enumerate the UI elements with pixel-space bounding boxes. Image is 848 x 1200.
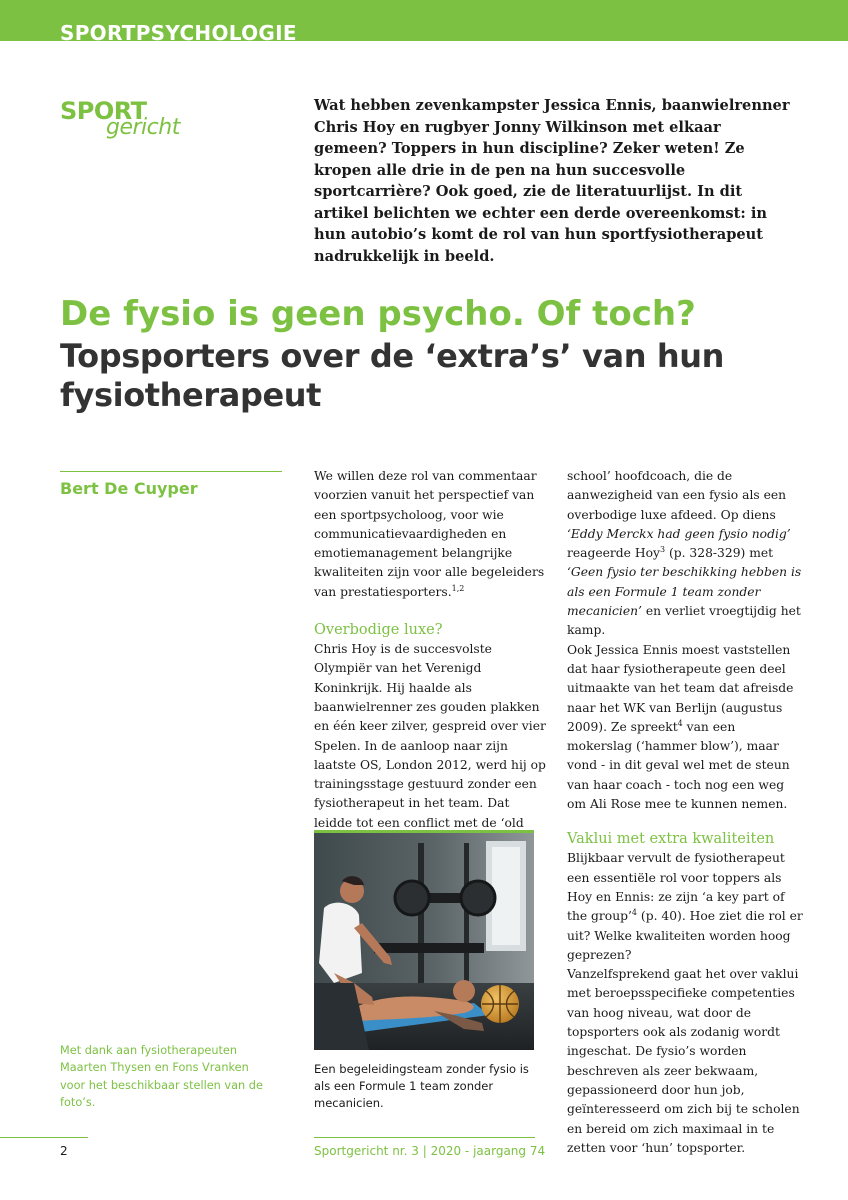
subheading-overbodige-luxe: Overbodige luxe? xyxy=(314,622,443,639)
article-column-right xyxy=(567,467,803,1158)
acknowledgement-note: Met dank aan fysiotherapeuten Maarten Thysen en Fons Vranken voor het beschikbaar stellen van de foto’s. xyxy=(60,1044,263,1109)
page-number: 2 xyxy=(60,1144,68,1158)
footnote-ref: 3 xyxy=(659,545,666,555)
article-author: Bert De Cuyper xyxy=(60,479,198,498)
article-column-middle xyxy=(314,467,546,833)
article-intro: Wat hebben zevenkampster Jessica Ennis, baanwielrenner Chris Hoy en rugbyer Jonny Wilkinson met elkaar gemeen? Toppers in hun discipline? Zeker weten! Ze kropen alle drie in de pen na hun succesvolle sportcarrière? Ook goed, zie de literatuurlijst. In dit artikel belichten we echter een derde overeenkomst: in hun autobio’s komt de rol van hun sportfysiotherapeut nadrukkelijk in beeld. xyxy=(314,97,790,265)
paragraph-intro: We willen deze rol van commentaar voorzien vanuit het perspectief van een sportpsycholoog, voor wie communicatievaardigheden en emotiemanagement belangrijke kwaliteiten zijn voor alle begeleiders van prestatiesporters.$^{1,2}$ xyxy=(314,469,545,599)
section-label: SPORTPSYCHOLOGIE xyxy=(60,21,297,45)
footnote-ref: 1,2 xyxy=(451,583,465,593)
paragraph-vaklui: Vanzelfsprekend gaat het over vaklui met beroepsspecifieke competenties van hoog niveau, wat door de topsporters ook als zodanig wordt ingeschat. De fysio’s worden beschreven als zeer bekwaam, gepassioneerd door hun job, geïnteresseerd om zich bij te scholen en bereid om zich maximaal in te zetten voor ‘hun’ topsporter. xyxy=(567,967,800,1155)
subheading-vaklui: Vaklui met extra kwaliteiten xyxy=(567,831,775,848)
photo-caption: Een begeleidingsteam zonder fysio is als een Formule 1 team zonder mecanicien. xyxy=(314,1062,529,1110)
logo-gericht-text: gericht xyxy=(106,115,180,140)
article-title: De fysio is geen psycho. Of toch? xyxy=(60,294,696,334)
quote-formule-1: ‘Geen fysio ter beschikking hebben is als een Formule 1 team zonder mecanicien’ xyxy=(567,565,802,619)
footnote-ref: 4 xyxy=(631,908,637,918)
quote-eddy-merckx: ‘Eddy Merckx had geen fysio nodig’ xyxy=(567,526,791,541)
footnote-ref: 4 xyxy=(677,718,683,728)
magazine-footer: Sportgericht nr. 3 | 2020 - jaargang 74 xyxy=(314,1144,546,1158)
logo-sport-text: SPORT xyxy=(60,97,147,125)
author-divider xyxy=(60,471,282,472)
paragraph-key-part: Blijkbaar vervult de fysiotherapeut een essentiële rol voor toppers als Hoy en Ennis: ze zijn ‘a key part of the group’$^4$ (p. 40). Hoe ziet die rol er uit? Welke kwaliteiten worden hoog geprezen? xyxy=(567,851,803,962)
paragraph-hoy-coach: school’ hoofdcoach, die de aanwezigheid van een fysio als een overbodige luxe afdeed. Op diens ‘Eddy Merckx had geen fysio nodig’ reageerde Hoy$^3$ (p. 328-329) met ‘Geen fysio ter beschikking hebben is als een Formule 1 team zonder mecanicien’ en verliet vroegtijdig het kamp. xyxy=(567,469,802,638)
paragraph-chris-hoy: Chris Hoy is de succesvolste Olympiër van het Verenigd Koninkrijk. Hij haalde als baanwielrenner zes gouden plakken en één keer zilver, gespreid over vier Spelen. In de aanloop naar zijn laatste OS, London 2012, werd hij op trainingsstage gestuurd zonder een fysiotherapeut in het team. Dat leidde tot een conflict met de ‘old xyxy=(314,642,546,830)
paragraph-jessica-ennis: Ook Jessica Ennis moest vaststellen dat haar fysiotherapeute geen deel uitmaakte van het team dat afreisde naar het WK van Berlijn (augustus 2009). Ze spreekt$^4$ van een mokerslag (‘hammer blow’), maar vond - in dit geval wel met de steun van haar coach - toch nog een weg om Ali Rose mee te kunnen nemen. xyxy=(567,642,794,812)
footer-rule-right xyxy=(314,1137,535,1138)
article-subtitle: Topsporters over de ‘extra’s’ van hun fysiotherapeut xyxy=(60,337,724,414)
footer-rule-left xyxy=(0,1137,88,1138)
physio-photo xyxy=(314,833,534,1050)
sportgericht-logo xyxy=(60,98,200,148)
